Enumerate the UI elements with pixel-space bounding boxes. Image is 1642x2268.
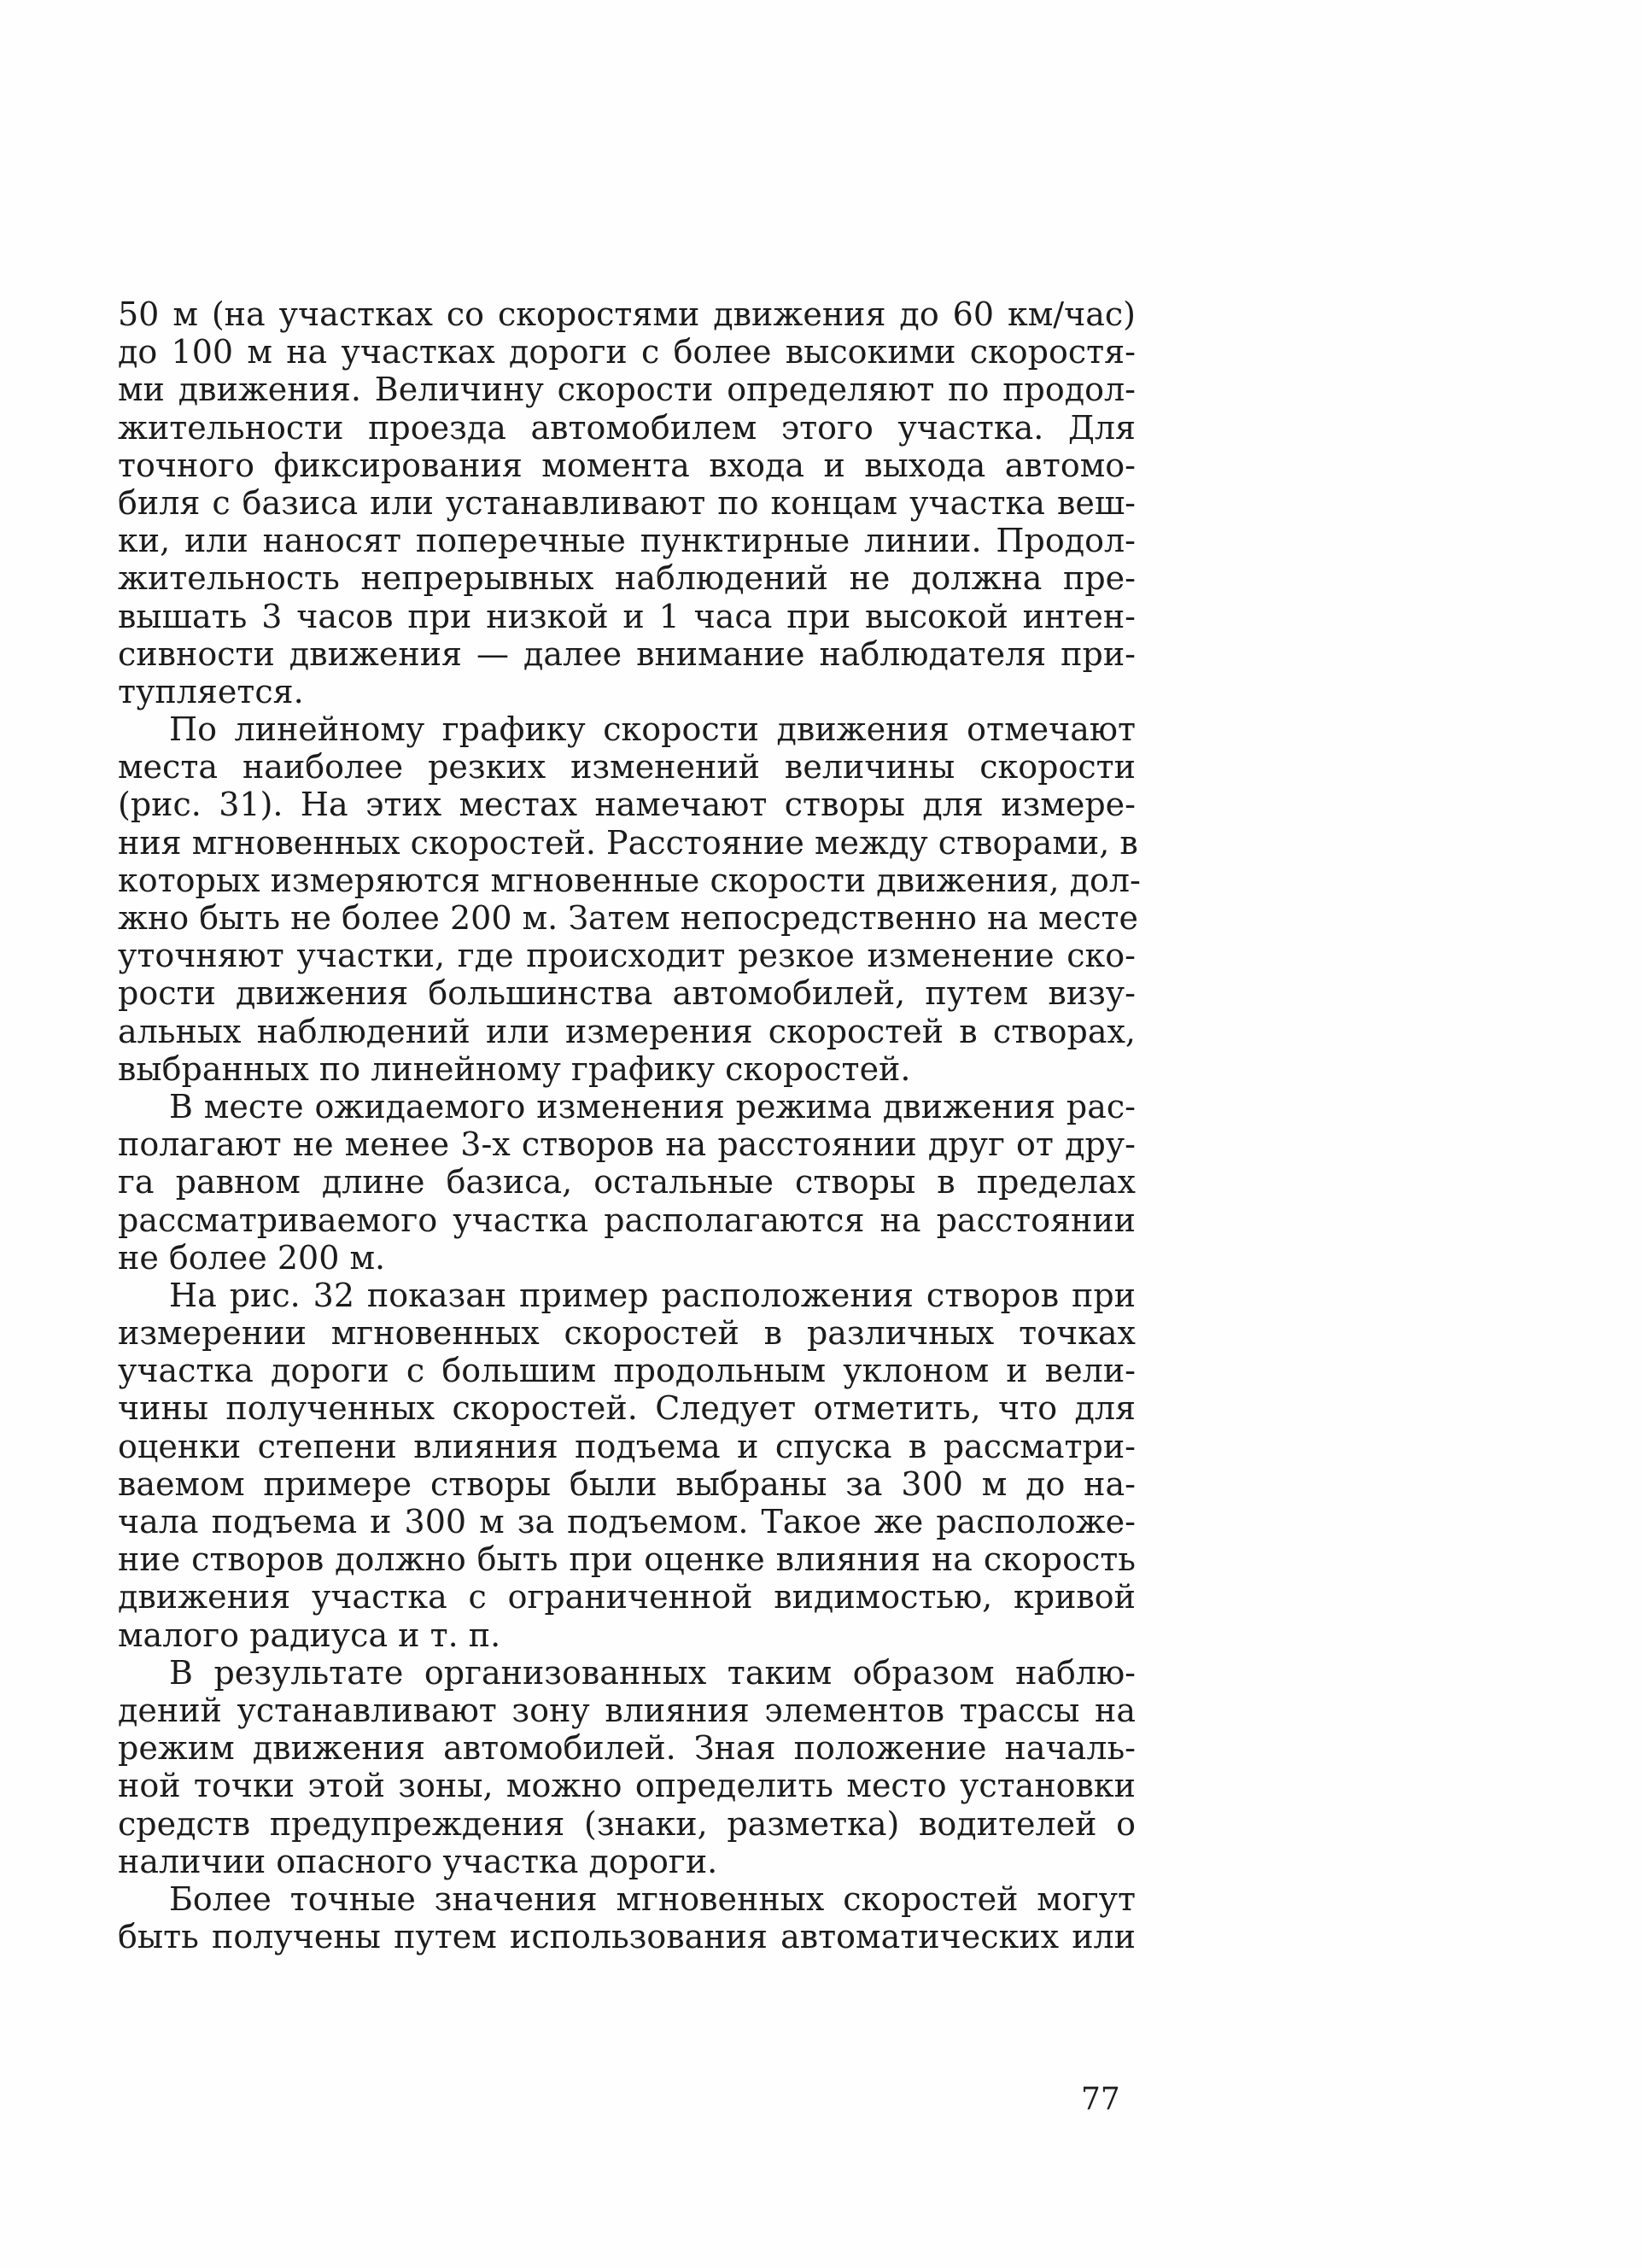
- text-line: средств предупреждения (знаки, разметка) водителей о: [118, 1804, 1136, 1843]
- text-line: В месте ожидаемого изменения режима движения рас-: [169, 1087, 1136, 1125]
- text-line: места наиболее резких изменений величины скорости: [118, 748, 1136, 786]
- paragraph: [118, 1654, 1136, 1880]
- text-line: которых измеряются мгновенные скорости движения, дол-: [118, 861, 1141, 899]
- text-line: измерении мгновенных скоростей в различных точках: [118, 1314, 1136, 1353]
- page-number: 77: [1081, 2082, 1120, 2117]
- text-line: режим движения автомобилей. Зная положение началь-: [118, 1729, 1136, 1768]
- text-line: вышать 3 часов при низкой и 1 часа при высокой интен-: [118, 597, 1136, 635]
- text-line: По линейному графику скорости движения отмечают: [169, 710, 1136, 749]
- text-line: выбранных по линейному графику скоростей.: [118, 1049, 911, 1088]
- text-line: рассматриваемого участка располагаются на расстоянии: [118, 1201, 1136, 1239]
- text-line: точного фиксирования момента входа и выхода автомо-: [118, 446, 1136, 484]
- text-line: ки, или наносят поперечные пунктирные линии. Продол-: [118, 522, 1136, 560]
- text-line: (рис. 31). На этих местах намечают створы для измере-: [118, 786, 1136, 824]
- text-line: га равном длине базиса, остальные створы в пределах: [118, 1163, 1136, 1201]
- text-line: полагают не менее 3-х створов на расстоянии друг от дру-: [118, 1125, 1136, 1164]
- paragraph: [118, 1880, 1136, 1955]
- paragraph: [118, 295, 1136, 710]
- text-line: ния мгновенных скоростей. Расстояние между створами, в: [118, 823, 1138, 862]
- text-line: движения участка с ограниченной видимостью, кривой: [118, 1578, 1136, 1616]
- text-line: чины полученных скоростей. Следует отметить, что для: [118, 1389, 1136, 1428]
- text-line: быть получены путем использования автоматических или: [118, 1918, 1136, 1956]
- text-line: ми движения. Величину скорости определяют по продол-: [118, 371, 1136, 409]
- text-line: жно быть не более 200 м. Затем непосредственно на месте: [118, 899, 1139, 937]
- text-line: ние створов должно быть при оценке влияния на скорость: [118, 1540, 1136, 1579]
- text-line: оценки степени влияния подъема и спуска в рассматри-: [118, 1427, 1136, 1465]
- text-line: рости движения большинства автомобилей, путем визу-: [118, 974, 1136, 1013]
- text-line: 50 м (на участках со скоростями движения до 60 км/час): [118, 295, 1136, 333]
- text-line: до 100 м на участках дороги с более высокими скоростя-: [118, 333, 1136, 371]
- text-line: На рис. 32 показан пример расположения створов при: [169, 1276, 1136, 1314]
- text-line: жительность непрерывных наблюдений не должна пре-: [118, 559, 1136, 598]
- body-text: [118, 295, 1141, 1956]
- paragraph: [118, 710, 1141, 1088]
- text-line: тупляется.: [118, 672, 304, 710]
- text-line: участка дороги с большим продольным уклоном и вели-: [118, 1352, 1136, 1390]
- text-line: наличии опасного участка дороги.: [118, 1842, 718, 1880]
- text-line: биля с базиса или устанавливают по концам участка веш-: [118, 483, 1136, 522]
- text-line: малого радиуса и т. п.: [118, 1616, 501, 1654]
- text-line: ваемом примере створы были выбраны за 300 м до на-: [118, 1464, 1136, 1503]
- text-line: сивности движения — далее внимание наблюдателя при-: [118, 634, 1136, 673]
- text-line: В результате организованных таким образом наблю-: [169, 1653, 1136, 1692]
- text-line: ной точки этой зоны, можно определить место установки: [118, 1767, 1136, 1805]
- text-line: чала подъема и 300 м за подъемом. Такое же расположе-: [118, 1503, 1136, 1540]
- text-line: уточняют участки, где происходит резкое изменение ско-: [118, 937, 1136, 975]
- text-line: Более точные значения мгновенных скоростей могут: [169, 1879, 1136, 1918]
- text-line: дений устанавливают зону влияния элементов трассы на: [118, 1691, 1136, 1729]
- text-line: не более 200 м.: [118, 1238, 386, 1277]
- text-line: жительности проезда автомобилем этого участка. Для: [118, 408, 1136, 447]
- text-line: альных наблюдений или измерения скоростей в створах,: [118, 1012, 1136, 1050]
- paragraph: [118, 1277, 1136, 1654]
- paragraph: [118, 1088, 1136, 1277]
